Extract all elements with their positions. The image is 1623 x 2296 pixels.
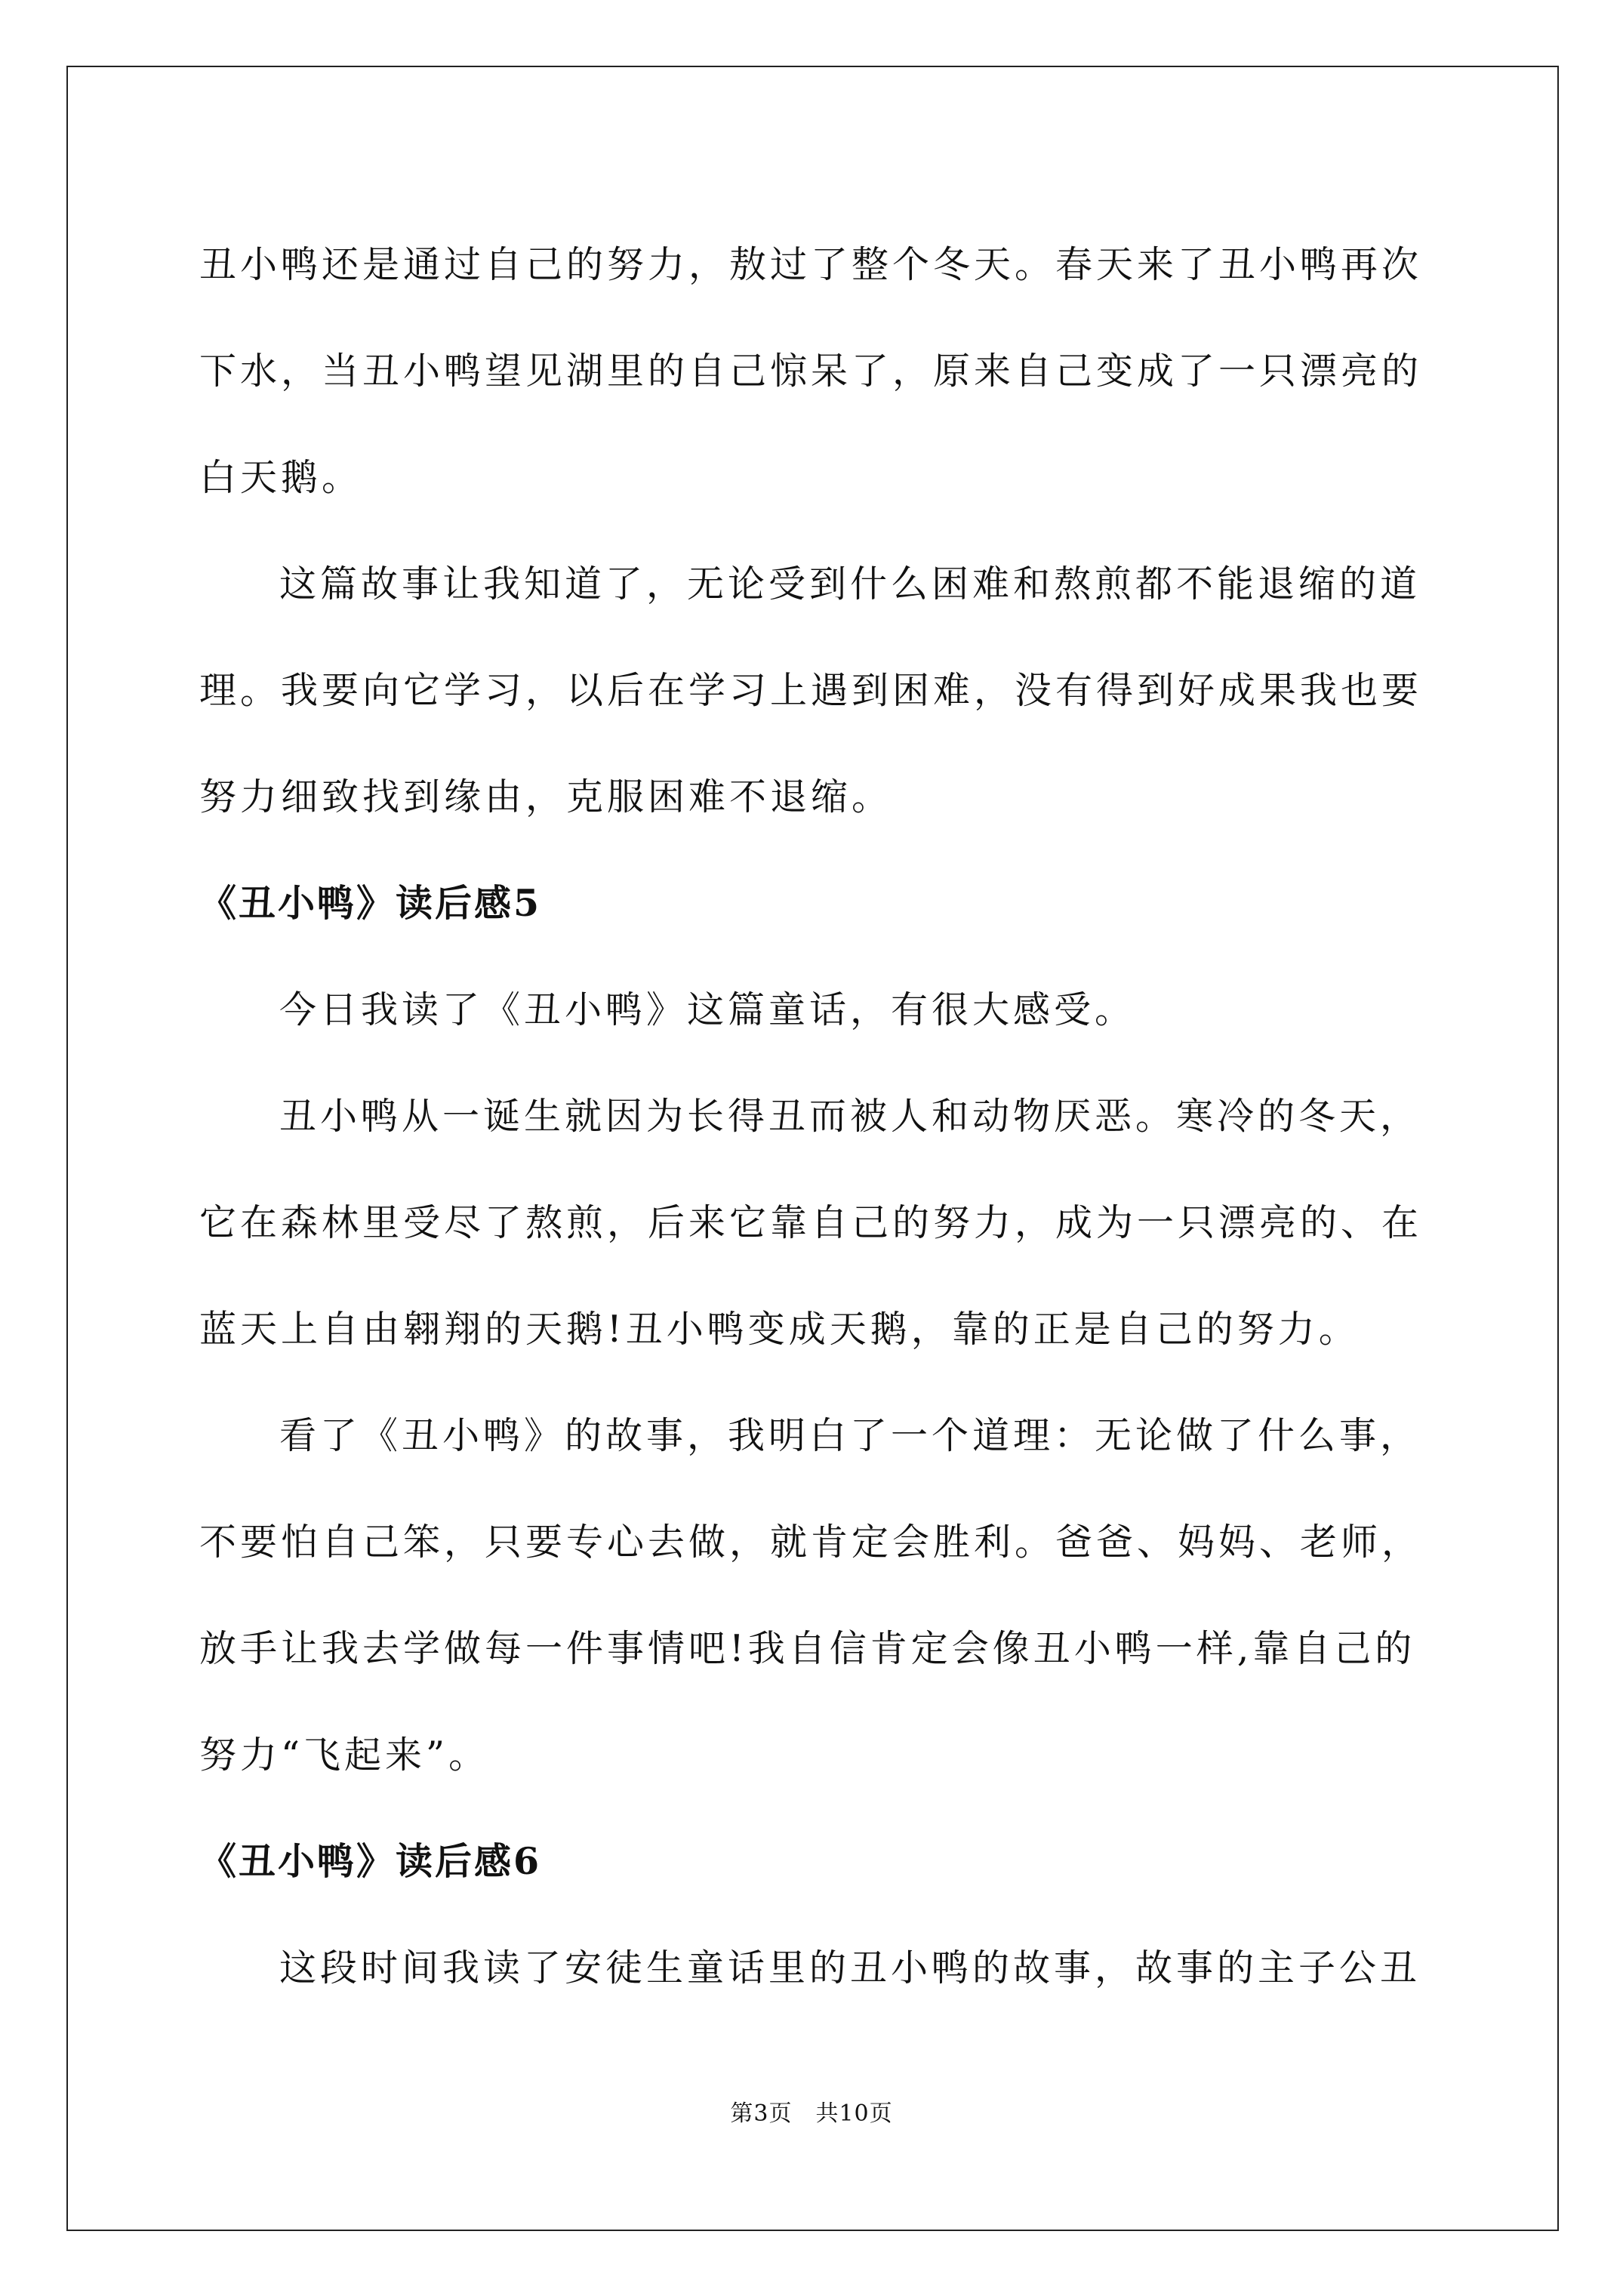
document-body xyxy=(199,211,1430,2021)
paragraph: 今日我读了《丑小鸭》这篇童话，有很大感受。 xyxy=(279,988,1136,1031)
section-heading: 《丑小鸭》读后感6 xyxy=(199,1839,542,1883)
page-number-footer: 第3页 共10页 xyxy=(730,2100,893,2127)
paragraph: 看了《丑小鸭》的故事，我明白了一个道理：无论做了什么事，不要怕自己笨，只要专心去做，就肯定会胜利。爸爸、妈妈、老师，放手让我去学做每一件事情吧!我自信肯定会像丑小鸭一样,靠自己的努力“飞起来”。 xyxy=(199,1414,1423,1777)
paragraph: 丑小鸭还是通过自己的努力，敖过了整个冬天。春天来了丑小鸭再次下水，当丑小鸭望见湖里的自己惊呆了，原来自己变成了一只漂亮的白天鹅。 xyxy=(199,243,1423,499)
paragraph: 这篇故事让我知道了，无论受到什么困难和熬煎都不能退缩的道理。我要向它学习，以后在学习上遇到困难，没有得到好成果我也要努力细致找到缘由，克服困难不退缩。 xyxy=(199,562,1423,818)
paragraph: 这段时间我读了安徒生童话里的丑小鸭的故事，故事的主子公丑 xyxy=(279,1946,1421,1989)
section-heading: 《丑小鸭》读后感5 xyxy=(199,881,542,925)
paragraph: 丑小鸭从一诞生就因为长得丑而被人和动物厌恶。寒冷的冬天，它在森林里受尽了熬煎，后来它靠自己的努力，成为一只漂亮的、在蓝天上自由翱翔的天鹅!丑小鸭变成天鹅，靠的正是自己的努力。 xyxy=(199,1095,1423,1351)
